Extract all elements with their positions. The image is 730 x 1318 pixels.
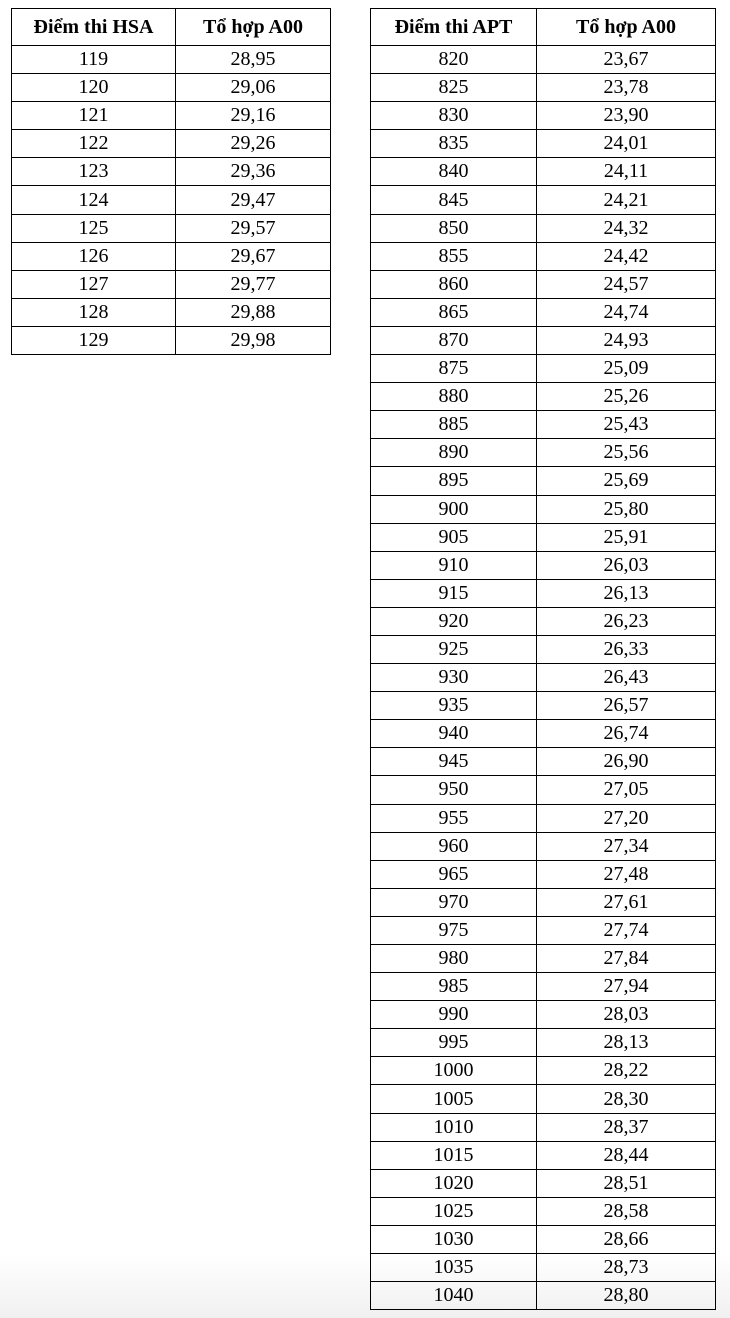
exam-score-cell: 975 (371, 916, 537, 944)
table-header-row (12, 9, 331, 46)
exam-score-cell: 945 (371, 748, 537, 776)
exam-score-cell: 1035 (371, 1254, 537, 1282)
exam-score-cell: 880 (371, 383, 537, 411)
exam-score-cell: 980 (371, 945, 537, 973)
exam-score-cell: 960 (371, 832, 537, 860)
exam-score-cell: 126 (12, 242, 176, 270)
exam-score-cell: 865 (371, 298, 537, 326)
a00-score-cell: 23,67 (537, 46, 716, 74)
a00-score-cell: 28,80 (537, 1282, 716, 1310)
exam-score-cell: 1010 (371, 1113, 537, 1141)
table-row (12, 130, 331, 158)
exam-score-cell: 127 (12, 270, 176, 298)
table-row (371, 1169, 716, 1197)
table-row (371, 692, 716, 720)
table-row (371, 635, 716, 663)
table-row (371, 355, 716, 383)
a00-score-cell: 27,74 (537, 916, 716, 944)
exam-score-cell: 950 (371, 776, 537, 804)
a00-score-cell: 24,93 (537, 326, 716, 354)
table-row (12, 158, 331, 186)
a00-score-cell: 24,57 (537, 270, 716, 298)
exam-score-cell: 121 (12, 102, 176, 130)
table-row (371, 804, 716, 832)
table-row (371, 607, 716, 635)
a00-score-cell: 28,30 (537, 1085, 716, 1113)
a00-score-cell: 28,51 (537, 1169, 716, 1197)
table-row (12, 46, 331, 74)
a00-score-cell: 25,26 (537, 383, 716, 411)
a00-score-cell: 29,26 (176, 130, 331, 158)
exam-score-cell: 900 (371, 495, 537, 523)
table-row (371, 1141, 716, 1169)
a00-score-cell: 24,21 (537, 186, 716, 214)
exam-score-cell: 920 (371, 607, 537, 635)
hsa-table-body (12, 46, 331, 355)
table-row (371, 945, 716, 973)
exam-score-cell: 930 (371, 664, 537, 692)
a00-score-cell: 27,20 (537, 804, 716, 832)
table-row (12, 74, 331, 102)
table-row (371, 130, 716, 158)
a00-score-cell: 28,13 (537, 1029, 716, 1057)
a00-score-cell: 26,23 (537, 607, 716, 635)
a00-score-cell: 25,09 (537, 355, 716, 383)
table-row (371, 242, 716, 270)
table-row (371, 551, 716, 579)
table-row (12, 298, 331, 326)
a00-score-cell: 24,11 (537, 158, 716, 186)
table-row (371, 439, 716, 467)
table-row (371, 1254, 716, 1282)
exam-score-cell: 935 (371, 692, 537, 720)
table-row (371, 1197, 716, 1225)
exam-score-cell: 885 (371, 411, 537, 439)
table-row (371, 1282, 716, 1310)
table-row (371, 1057, 716, 1085)
table-row (371, 579, 716, 607)
exam-score-cell: 965 (371, 860, 537, 888)
exam-score-cell: 125 (12, 214, 176, 242)
exam-score-cell: 1040 (371, 1282, 537, 1310)
a00-score-cell: 26,90 (537, 748, 716, 776)
exam-score-cell: 845 (371, 186, 537, 214)
table-row (12, 214, 331, 242)
exam-score-cell: 910 (371, 551, 537, 579)
table-row (12, 102, 331, 130)
exam-score-cell: 129 (12, 326, 176, 354)
table-row (371, 102, 716, 130)
a00-score-cell: 26,13 (537, 579, 716, 607)
a00-score-cell: 26,33 (537, 635, 716, 663)
table-row (371, 326, 716, 354)
table-row (12, 326, 331, 354)
apt-score-header: Điểm thi APT (371, 9, 537, 46)
table-row (371, 860, 716, 888)
a00-score-cell: 29,88 (176, 298, 331, 326)
exam-score-cell: 124 (12, 186, 176, 214)
a00-score-cell: 29,57 (176, 214, 331, 242)
exam-score-cell: 840 (371, 158, 537, 186)
exam-score-cell: 119 (12, 46, 176, 74)
a00-score-cell: 28,03 (537, 1001, 716, 1029)
table-row (371, 1225, 716, 1253)
a00-score-cell: 26,03 (537, 551, 716, 579)
exam-score-cell: 860 (371, 270, 537, 298)
table-row (371, 664, 716, 692)
table-row (371, 467, 716, 495)
a00-score-cell: 25,43 (537, 411, 716, 439)
table-row (371, 1029, 716, 1057)
a00-score-cell: 29,36 (176, 158, 331, 186)
exam-score-cell: 1005 (371, 1085, 537, 1113)
exam-score-cell: 985 (371, 973, 537, 1001)
exam-score-cell: 1000 (371, 1057, 537, 1085)
a00-score-cell: 28,22 (537, 1057, 716, 1085)
a00-score-cell: 29,67 (176, 242, 331, 270)
exam-score-cell: 1015 (371, 1141, 537, 1169)
apt-table-body (371, 46, 716, 1310)
table-row (371, 214, 716, 242)
a00-score-cell: 26,74 (537, 720, 716, 748)
a00-score-cell: 26,43 (537, 664, 716, 692)
a00-score-cell: 27,34 (537, 832, 716, 860)
exam-score-cell: 830 (371, 102, 537, 130)
a00-score-cell: 29,98 (176, 326, 331, 354)
table-row (371, 916, 716, 944)
table-row (371, 888, 716, 916)
table-row (371, 832, 716, 860)
a00-score-cell: 25,80 (537, 495, 716, 523)
a00-score-cell: 28,37 (537, 1113, 716, 1141)
table-row (371, 298, 716, 326)
table-row (371, 720, 716, 748)
exam-score-cell: 850 (371, 214, 537, 242)
a00-score-cell: 25,69 (537, 467, 716, 495)
a00-score-cell: 29,16 (176, 102, 331, 130)
table-row (371, 186, 716, 214)
exam-score-cell: 835 (371, 130, 537, 158)
a00-score-cell: 24,32 (537, 214, 716, 242)
exam-score-cell: 905 (371, 523, 537, 551)
table-row (371, 158, 716, 186)
a00-score-cell: 26,57 (537, 692, 716, 720)
table-row (12, 270, 331, 298)
exam-score-cell: 825 (371, 74, 537, 102)
exam-score-cell: 123 (12, 158, 176, 186)
a00-combination-header: Tổ hợp A00 (176, 9, 331, 46)
exam-score-cell: 895 (371, 467, 537, 495)
exam-score-cell: 955 (371, 804, 537, 832)
a00-score-cell: 27,48 (537, 860, 716, 888)
exam-score-cell: 1030 (371, 1225, 537, 1253)
a00-score-cell: 28,66 (537, 1225, 716, 1253)
table-row (12, 242, 331, 270)
table-row (371, 270, 716, 298)
exam-score-cell: 970 (371, 888, 537, 916)
exam-score-cell: 925 (371, 635, 537, 663)
table-row (371, 411, 716, 439)
a00-score-cell: 25,56 (537, 439, 716, 467)
table-row (371, 748, 716, 776)
a00-score-cell: 29,77 (176, 270, 331, 298)
hsa-score-header: Điểm thi HSA (12, 9, 176, 46)
a00-score-cell: 29,47 (176, 186, 331, 214)
a00-score-cell: 24,42 (537, 242, 716, 270)
table-row (371, 523, 716, 551)
table-row (371, 973, 716, 1001)
a00-score-cell: 23,78 (537, 74, 716, 102)
table-row (371, 1113, 716, 1141)
apt-score-table (370, 8, 716, 1310)
hsa-score-table (11, 8, 331, 355)
exam-score-cell: 940 (371, 720, 537, 748)
table-row (371, 383, 716, 411)
a00-score-cell: 28,95 (176, 46, 331, 74)
table-row (371, 74, 716, 102)
exam-score-cell: 915 (371, 579, 537, 607)
a00-score-cell: 24,01 (537, 130, 716, 158)
table-row (371, 1001, 716, 1029)
exam-score-cell: 890 (371, 439, 537, 467)
exam-score-cell: 1020 (371, 1169, 537, 1197)
table-row (371, 495, 716, 523)
a00-score-cell: 29,06 (176, 74, 331, 102)
a00-score-cell: 24,74 (537, 298, 716, 326)
a00-combination-header: Tổ hợp A00 (537, 9, 716, 46)
table-row (371, 46, 716, 74)
exam-score-cell: 820 (371, 46, 537, 74)
table-row (371, 1085, 716, 1113)
exam-score-cell: 855 (371, 242, 537, 270)
table-header-row (371, 9, 716, 46)
table-row (371, 776, 716, 804)
exam-score-cell: 1025 (371, 1197, 537, 1225)
a00-score-cell: 27,05 (537, 776, 716, 804)
exam-score-cell: 870 (371, 326, 537, 354)
a00-score-cell: 28,44 (537, 1141, 716, 1169)
exam-score-cell: 120 (12, 74, 176, 102)
exam-score-cell: 128 (12, 298, 176, 326)
exam-score-cell: 122 (12, 130, 176, 158)
a00-score-cell: 25,91 (537, 523, 716, 551)
a00-score-cell: 23,90 (537, 102, 716, 130)
a00-score-cell: 28,73 (537, 1254, 716, 1282)
a00-score-cell: 27,94 (537, 973, 716, 1001)
table-row (12, 186, 331, 214)
a00-score-cell: 28,58 (537, 1197, 716, 1225)
exam-score-cell: 995 (371, 1029, 537, 1057)
a00-score-cell: 27,84 (537, 945, 716, 973)
a00-score-cell: 27,61 (537, 888, 716, 916)
exam-score-cell: 875 (371, 355, 537, 383)
exam-score-cell: 990 (371, 1001, 537, 1029)
